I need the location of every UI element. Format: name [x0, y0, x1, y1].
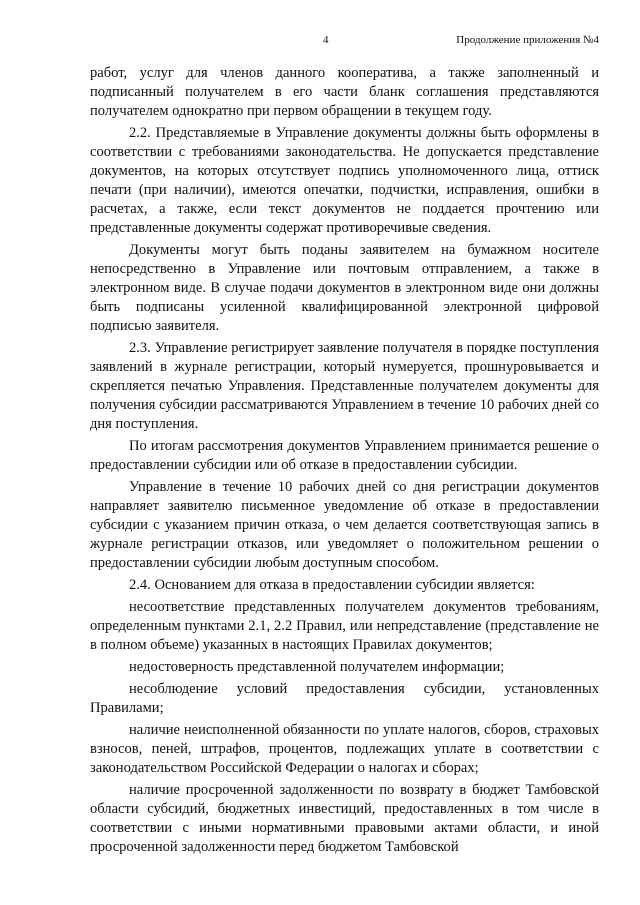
document-body — [90, 64, 599, 857]
paragraph: 2.4. Основанием для отказа в предоставлении субсидии является: — [129, 577, 535, 593]
paragraph: Управление в течение 10 рабочих дней со дня регистрации документов направляет заявителю письменное уведомление об отказе в предоставлении субсидии с указанием причин отказа, о чем делается соответствующая запись в журнале регистрации отказов, или уведомляет о положительном решении о предоставлении субсидии любым доступным способом. — [90, 479, 599, 571]
list-item: недостоверность представленной получателем информации; — [129, 659, 505, 675]
list-item: несоблюдение условий предоставления субсидии, установленных Правилами; — [90, 681, 599, 716]
list-item: наличие просроченной задолженности по возврату в бюджет Тамбовской области субсидий, бюджетных инвестиций, предоставленных в том числе в соответствии с иными нормативными правовыми актами области, и иной просроченной задолженности перед бюджетом Тамбовской — [90, 782, 599, 855]
appendix-continuation-note: Продолжение приложения №4 — [456, 34, 599, 46]
list-item: наличие неисполненной обязанности по уплате налогов, сборов, страховых взносов, пеней, штрафов, процентов, подлежащих уплате в соответствии с законодательством Российской Федерации о налогах и сборах; — [90, 722, 599, 776]
paragraph: Документы могут быть поданы заявителем на бумажном носителе непосредственно в Управление или почтовым отправлением, а также в электронном виде. В случае подачи документов в электронном виде они должны быть подписаны усиленной квалифицированной электронной цифровой подписью заявителя. — [90, 242, 599, 334]
paragraph: По итогам рассмотрения документов Управлением принимается решение о предоставлении субсидии или об отказе в предоставлении субсидии. — [90, 438, 599, 473]
paragraph: 2.2. Представляемые в Управление документы должны быть оформлены в соответствии с требованиями законодательства. Не допускается представление документов, на которых отсутствует подпись уполномоченного лица, оттиск печати (при наличии), имеются опечатки, подчистки, исправления, ошибки в расчетах, а также, если текст документов не поддается прочтению или представленные документы содержат противоречивые сведения. — [90, 125, 599, 236]
page-number: 4 — [323, 34, 329, 46]
paragraph: работ, услуг для членов данного кооператива, а также заполненный и подписанный получателем в его части бланк соглашения представляются получателем однократно при первом обращении в текущем году. — [90, 65, 599, 119]
list-item: несоответствие представленных получателем документов требованиям, определенным пунктами 2.1, 2.2 Правил, или непредставление (представление не в полном объеме) указанных в настоящих Правилах документов; — [90, 599, 599, 653]
paragraph: 2.3. Управление регистрирует заявление получателя в порядке поступления заявлений в журнале регистрации, который нумеруется, прошнуровывается и скрепляется печатью Управления. Представленные получателем документы для получения субсидии рассматриваются Управлением в течение 10 рабочих дней со дня поступления. — [90, 340, 599, 432]
